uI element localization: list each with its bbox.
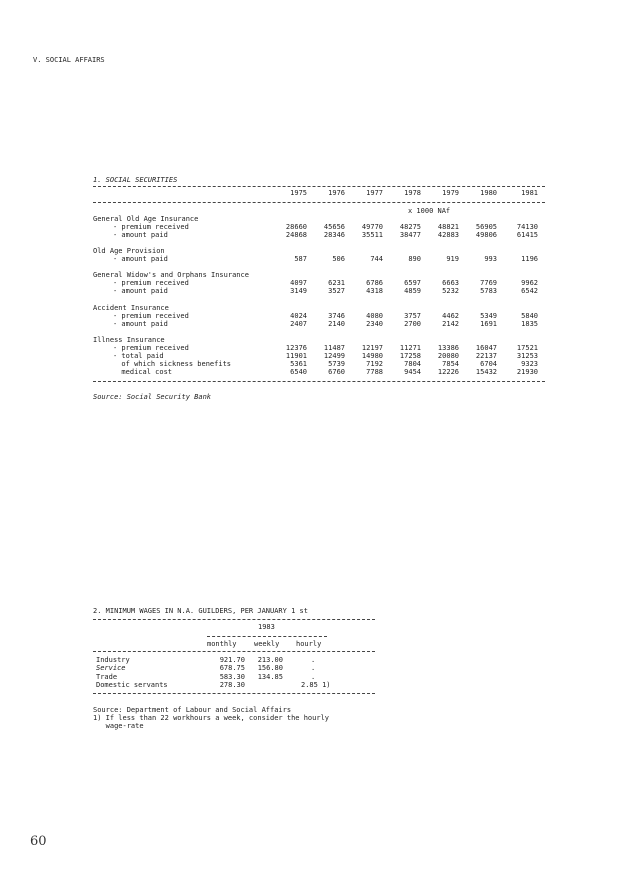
value-cell: 3527 [328, 287, 345, 296]
value-cell: 1835 [521, 319, 538, 328]
table-row [0, 312, 630, 320]
divider [93, 619, 375, 620]
value-cell: 22137 [475, 351, 497, 360]
value-cell: 6597 [404, 279, 421, 288]
value-cell: 49806 [475, 231, 497, 239]
table-row [0, 231, 630, 239]
value-cell: 48275 [399, 223, 421, 231]
value-cell: 2140 [328, 319, 345, 328]
value-cell: 12197 [361, 343, 383, 352]
value-cell: 49770 [361, 223, 383, 231]
value-cell: 921.70 [219, 656, 245, 664]
table-row [0, 352, 630, 360]
value-cell: 5232 [442, 287, 459, 296]
value-cell: 156.80 [257, 664, 283, 673]
value-cell: 4859 [404, 287, 421, 296]
value-cell: 48821 [437, 223, 459, 231]
value-cell: 42883 [437, 231, 459, 239]
table-row [0, 368, 630, 376]
value-cell: . [311, 664, 316, 673]
row-label: - amount paid [113, 255, 168, 264]
value-cell: 17521 [516, 343, 538, 352]
divider [93, 651, 375, 652]
value-cell: 31253 [516, 351, 538, 360]
value-cell: 6231 [328, 279, 345, 288]
value-cell: 7769 [480, 279, 497, 288]
value-cell: 993 [484, 255, 497, 264]
row-label: - premium received [113, 223, 189, 231]
chapter-heading: V. SOCIAL AFFAIRS [33, 56, 105, 64]
value-cell: 15432 [475, 367, 497, 376]
col-weekly: weekly [254, 640, 280, 648]
value-cell: 2340 [366, 319, 383, 328]
row-label: - amount paid [113, 231, 168, 239]
value-cell: 74130 [516, 223, 538, 231]
value-cell: 4097 [290, 279, 307, 288]
divider [93, 381, 545, 382]
year-header: 1978 [404, 189, 421, 197]
value-cell: 6542 [521, 287, 538, 296]
unit-label: x 1000 NAf [408, 207, 451, 215]
page-number: 60 [30, 834, 47, 849]
value-cell: 213.00 [257, 656, 283, 664]
value-cell: 278.30 [219, 680, 245, 689]
value-cell: 11487 [323, 343, 345, 352]
value-cell: 35511 [361, 231, 383, 239]
value-cell: 9323 [521, 359, 538, 368]
section-heading: Accident Insurance [93, 303, 169, 312]
value-cell: 890 [408, 255, 421, 264]
year-header: 1975 [290, 189, 307, 197]
divider [207, 636, 327, 637]
row-label: - amount paid [113, 319, 168, 328]
value-cell: 21930 [516, 367, 538, 376]
row-label: - premium received [113, 343, 189, 352]
table-row [0, 320, 630, 328]
value-cell: 6663 [442, 279, 459, 288]
value-cell: 17258 [399, 351, 421, 360]
table-row [0, 223, 630, 231]
section-heading: General Old Age Insurance [93, 215, 199, 223]
table1-source: Source: Social Security Bank [93, 393, 212, 401]
row-label: Industry [96, 656, 130, 664]
year-label: 1983 [258, 623, 275, 631]
value-cell: 56905 [475, 223, 497, 231]
value-cell: 678.75 [219, 664, 245, 673]
value-cell: 6786 [366, 279, 383, 288]
row-label: of which sickness benefits [113, 359, 232, 368]
year-header: 1979 [442, 189, 459, 197]
value-cell: 28346 [323, 231, 345, 239]
value-cell: 4462 [442, 311, 459, 320]
value-cell: 16047 [475, 343, 497, 352]
value-cell: . [311, 672, 316, 681]
value-cell: 6704 [480, 359, 497, 368]
row-label: Service [96, 664, 126, 673]
value-cell: 11901 [285, 351, 307, 360]
row-label: - premium received [113, 311, 189, 320]
value-cell: 14980 [361, 351, 383, 360]
footnote: 1) If less than 22 workhours a week, consider the hourly [93, 714, 330, 722]
value-cell: 5783 [480, 287, 497, 296]
value-cell: 38477 [399, 231, 421, 239]
value-cell: 7192 [366, 359, 383, 368]
table-row [0, 344, 630, 352]
value-cell: 4024 [290, 311, 307, 320]
value-cell: 919 [446, 255, 459, 264]
row-label: Domestic servants [96, 680, 168, 689]
table-row [0, 681, 630, 689]
year-header: 1980 [480, 189, 497, 197]
year-header: 1981 [521, 189, 538, 197]
row-label: medical cost [113, 367, 173, 376]
year-header: 1977 [366, 189, 383, 197]
divider [93, 186, 545, 187]
table2-title: 2. MINIMUM WAGES IN N.A. GUILDERS, PER JANUARY 1 st [93, 607, 308, 615]
value-cell: 6540 [290, 367, 307, 376]
value-cell: 7804 [404, 359, 421, 368]
value-cell: 12226 [437, 367, 459, 376]
value-cell: 24868 [285, 231, 307, 239]
value-cell: 7788 [366, 367, 383, 376]
table-row [0, 287, 630, 295]
value-cell: 45656 [323, 223, 345, 231]
value-cell: 5739 [328, 359, 345, 368]
value-cell: 2700 [404, 319, 421, 328]
value-cell: 4080 [366, 311, 383, 320]
value-cell: 587 [294, 255, 307, 264]
table-row [0, 255, 630, 263]
section-heading: General Widow's and Orphans Insurance [93, 271, 249, 280]
value-cell: 1196 [521, 255, 538, 264]
value-cell: 13386 [437, 343, 459, 352]
value-cell: 28660 [285, 223, 307, 231]
section-heading: Old Age Provision [93, 247, 165, 256]
value-cell: 2142 [442, 319, 459, 328]
table2-source: Source: Department of Labour and Social Affairs [93, 706, 292, 714]
value-cell: 4318 [366, 287, 383, 296]
value-cell: 20080 [437, 351, 459, 360]
value-cell: 12376 [285, 343, 307, 352]
table-row [0, 664, 630, 672]
divider [93, 693, 375, 694]
value-cell: 2407 [290, 319, 307, 328]
value-cell: 5840 [521, 311, 538, 320]
value-cell: 3746 [328, 311, 345, 320]
section-heading: Illness Insurance [93, 335, 165, 344]
value-cell: 744 [370, 255, 383, 264]
divider [93, 202, 545, 203]
value-cell: 3149 [290, 287, 307, 296]
table1-title: 1. SOCIAL SECURITIES [93, 176, 178, 184]
row-label: - premium received [113, 279, 189, 288]
table-row [0, 279, 630, 287]
value-cell: 5349 [480, 311, 497, 320]
value-cell: 6760 [328, 367, 345, 376]
table-row [0, 673, 630, 681]
row-label: - amount paid [113, 287, 168, 296]
value-cell: 583.30 [219, 672, 245, 681]
value-cell: 2.85 1) [301, 680, 331, 689]
year-header: 1976 [328, 189, 345, 197]
table-row [0, 656, 630, 664]
value-cell: 134.85 [257, 672, 283, 681]
value-cell: 5361 [290, 359, 307, 368]
value-cell: 12499 [323, 351, 345, 360]
col-hourly: hourly [296, 640, 322, 648]
value-cell: 9962 [521, 279, 538, 288]
value-cell: 61415 [516, 231, 538, 239]
value-cell: 9454 [404, 367, 421, 376]
table-row [0, 360, 630, 368]
col-monthly: monthly [207, 640, 237, 648]
value-cell: 11271 [399, 343, 421, 352]
footnote-cont: wage-rate [93, 722, 144, 730]
value-cell: 506 [332, 255, 345, 264]
value-cell: . [311, 656, 316, 664]
value-cell: 3757 [404, 311, 421, 320]
value-cell: 1691 [480, 319, 497, 328]
row-label: - total paid [113, 351, 164, 360]
row-label: Trade [96, 672, 118, 681]
value-cell: 7854 [442, 359, 459, 368]
